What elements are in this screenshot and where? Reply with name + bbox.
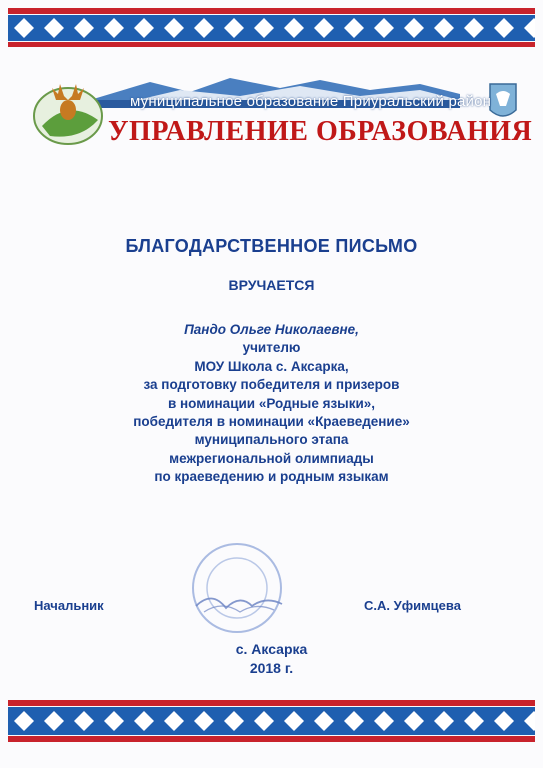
body-line: муниципального этапа <box>194 432 349 448</box>
body-line: МОУ Школа с. Аксарка, <box>194 358 349 374</box>
year: 2018 г. <box>249 660 294 676</box>
village-name: с. Аксарка <box>235 641 308 657</box>
recipient-name: Пандо Ольге Николаевне, <box>184 322 359 337</box>
municipality-text: муниципальное образование Приуральский район <box>130 93 492 110</box>
top-ornament-border <box>8 8 535 48</box>
letter-subtitle: ВРУЧАЕТСЯ <box>228 277 315 293</box>
coat-of-arms-icon <box>490 84 516 116</box>
body-line: за подготовку победителя и призеров <box>143 377 400 393</box>
signatory-name: С.А. Уфимцева <box>364 598 461 613</box>
official-stamp <box>182 540 292 645</box>
body-line: победителя в номинации «Краеведение» <box>133 414 410 430</box>
letter-title: БЛАГОДАРСТВЕННОЕ ПИСЬМО <box>125 236 418 256</box>
letter-body <box>0 321 543 487</box>
body-line: по краеведению и родным языкам <box>154 469 389 485</box>
body-line: учителю <box>242 340 301 356</box>
department-heading: УПРАВЛЕНИЕ ОБРАЗОВАНИЯ <box>108 116 533 147</box>
header-banner <box>20 70 533 150</box>
bottom-ornament-border <box>8 700 535 744</box>
body-line: межрегиональной олимпиады <box>169 450 374 466</box>
signatory-position: Начальник <box>34 598 104 613</box>
place-and-date <box>0 640 543 678</box>
body-line: в номинации «Родные языки», <box>167 395 376 411</box>
